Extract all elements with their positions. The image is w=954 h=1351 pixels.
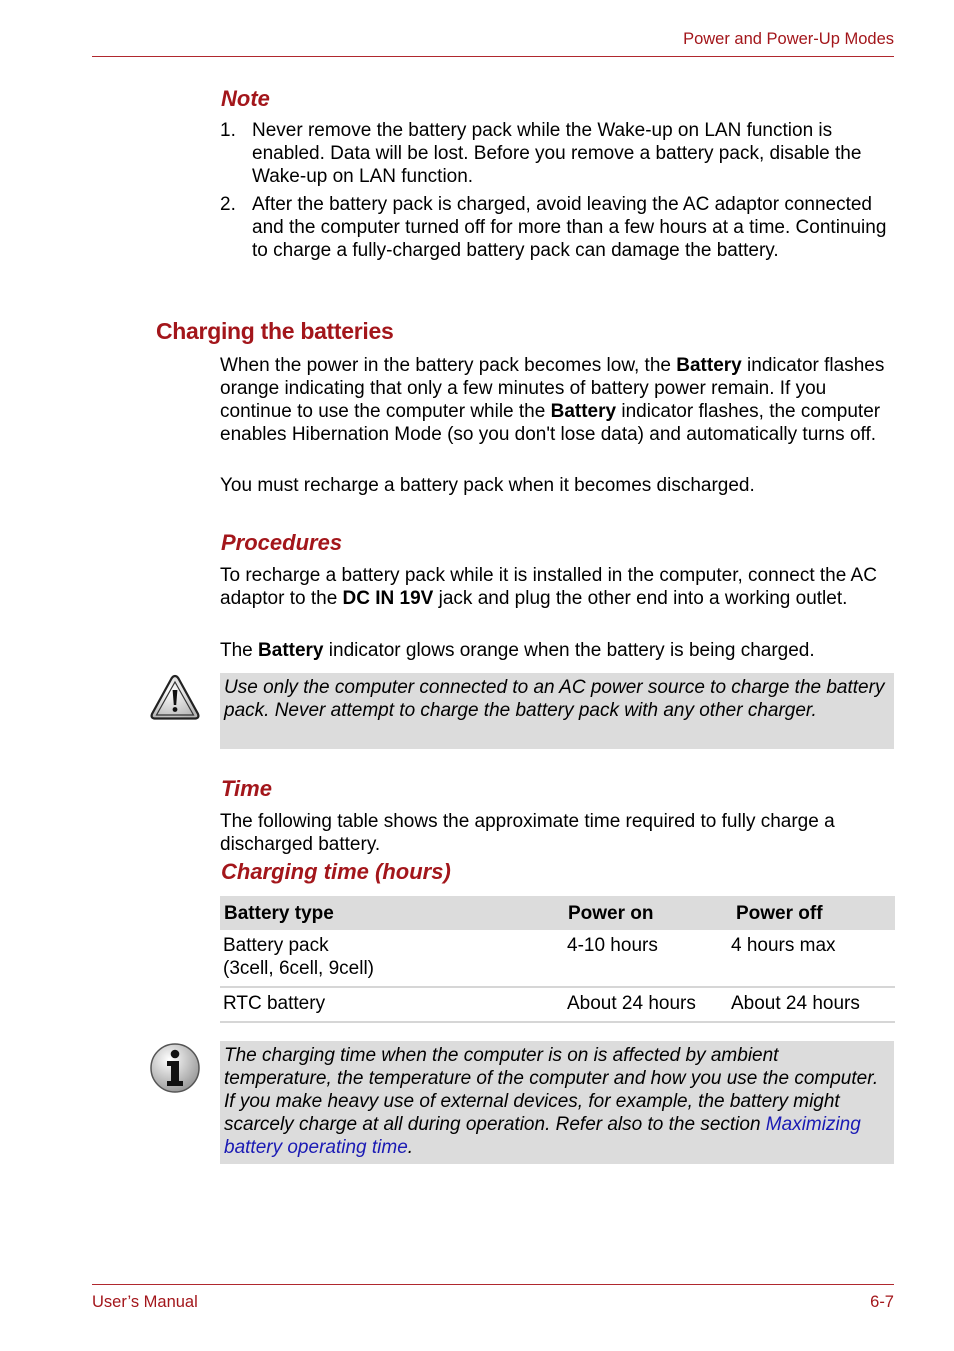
bold-term: Battery (258, 640, 324, 661)
info-box (220, 1041, 894, 1164)
table-row (220, 987, 895, 1022)
text-run: To recharge a battery pack while it is installed in the computer, connect the AC adaptor to the (220, 565, 877, 609)
procedures-heading: Procedures (221, 530, 343, 555)
info-text: The charging time when the computer is on is affected by ambient temperature, the temperature of the computer and how you use the computer. If you make heavy use of external devices, for example, the battery might scarcely charge at all during operation. Refer also to the section (224, 1045, 879, 1135)
table-cell: About 24 hours (564, 987, 728, 1022)
note-item (220, 119, 894, 188)
time-paragraph: The following table shows the approximate time required to fully charge a discharged battery. (220, 811, 835, 855)
note-item-text: After the battery pack is charged, avoid leaving the AC adaptor connected and the computer turned off for more than a few hours at a time. Continuing to charge a fully-charged battery pack can damage the battery. (252, 194, 887, 261)
table-row (220, 930, 895, 987)
charging-time-table (220, 896, 895, 1023)
note-heading: Note (221, 86, 270, 111)
charging-paragraph-1 (220, 354, 894, 446)
procedures-paragraph-1 (220, 564, 894, 610)
column-header: Battery type (220, 896, 564, 930)
info-i-icon (149, 1042, 201, 1094)
table-cell (220, 930, 564, 987)
table-header-row (220, 896, 895, 930)
header-rule (92, 56, 894, 57)
table-title: Charging time (hours) (221, 859, 451, 884)
section-heading-charging: Charging the batteries (156, 318, 394, 344)
table-cell: RTC battery (220, 987, 564, 1022)
bold-term: Battery (550, 401, 617, 422)
column-header: Power off (728, 896, 895, 930)
table-cell: 4 hours max (728, 930, 895, 987)
charging-paragraph-2: You must recharge a battery pack when it becomes discharged. (220, 475, 755, 496)
caution-box: Use only the computer connected to an AC power source to charge the battery pack. Never attempt to charge the battery pack with any other charger. (220, 673, 894, 749)
procedures-paragraph-2 (220, 639, 894, 662)
note-item-number: 1. (220, 120, 236, 141)
note-item (220, 193, 894, 262)
note-item-text: Never remove the battery pack while the Wake-up on LAN function is enabled. Data will be lost. Before you remove a battery pack, disable the Wake-up on LAN function. (252, 120, 862, 187)
maximizing-battery-link[interactable]: Maximizing battery operating time (224, 1114, 861, 1158)
time-heading: Time (221, 776, 272, 801)
footer-rule (92, 1284, 894, 1285)
text-run: indicator glows orange when the battery is being charged. (323, 640, 815, 661)
cell-text: (3cell, 6cell, 9cell) (223, 958, 374, 979)
bold-term: Battery (676, 355, 742, 376)
warning-triangle-icon (149, 672, 201, 724)
column-header: Power on (564, 896, 728, 930)
text-run: indicator flashes, the computer enables Hibernation Mode (so you don't lose data) and automatically turns off. (220, 401, 881, 445)
info-text-end: . (407, 1137, 414, 1158)
text-run: jack and plug the other end into a working outlet. (433, 588, 848, 609)
running-header: Power and Power-Up Modes (683, 30, 894, 48)
cell-text: Battery pack (223, 935, 329, 956)
footer-manual-title: User’s Manual (92, 1293, 198, 1311)
text-run: indicator flashes orange indicating that only a few minutes of battery power remain. If you continue to use the computer while the (220, 355, 885, 422)
table-cell: 4-10 hours (564, 930, 728, 987)
note-item-number: 2. (220, 194, 236, 215)
page-number: 6-7 (870, 1293, 894, 1311)
bold-term: DC IN 19V (342, 588, 434, 609)
table-cell: About 24 hours (728, 987, 895, 1022)
text-run: The (220, 640, 259, 661)
text-run: When the power in the battery pack becomes low, the (220, 355, 677, 376)
